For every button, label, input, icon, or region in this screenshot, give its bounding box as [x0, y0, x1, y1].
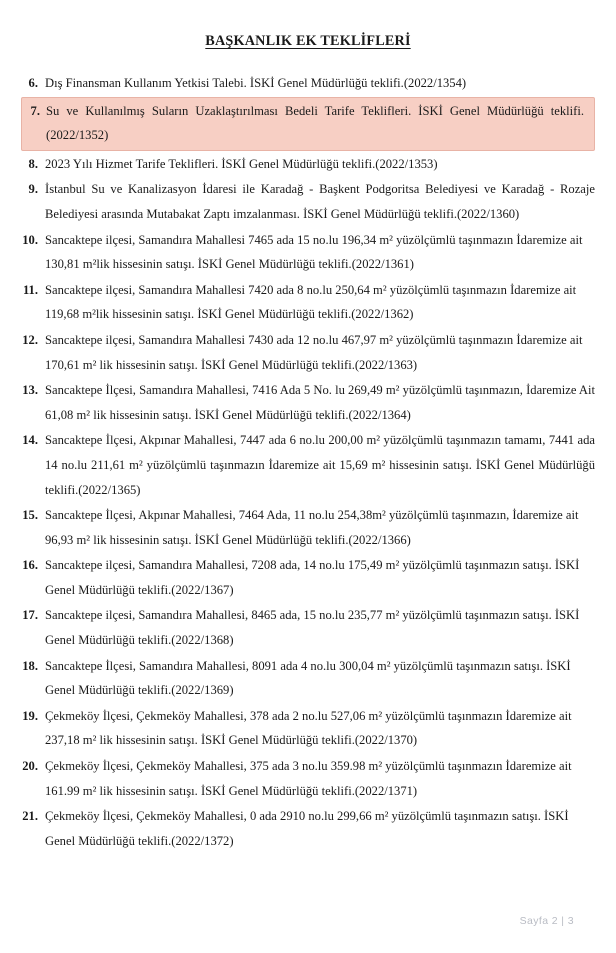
agenda-item-highlighted: [21, 97, 595, 151]
agenda-item-text: Çekmeköy İlçesi, Çekmeköy Mahallesi, 375 ada 3 no.lu 359.98 m² yüzölçümlü taşınmazın İdaremize ait 161.99 m² lik hissesinin satışı. İSKİ Genel Müdürlüğü teklifi.(2022/1371): [45, 759, 572, 798]
agenda-item-text: Çekmeköy İlçesi, Çekmeköy Mahallesi, 0 ada 2910 no.lu 299,66 m² yüzölçümlü taşınmazın satışı. İSKİ Genel Müdürlüğü teklifi.(2022/1372): [45, 809, 569, 848]
agenda-item: [0, 704, 616, 753]
agenda-item-text: Sancaktepe ilçesi, Samandıra Mahallesi 7465 ada 15 no.lu 196,34 m² yüzölçümlü taşınmazın İdaremize ait 130,81 m²lik hissesinin satışı. İSKİ Genel Müdürlüğü teklifi.(2022/1361): [45, 232, 583, 272]
agenda-item-number: 16.: [22, 558, 38, 573]
page-title: [0, 0, 616, 50]
agenda-item-number: 9.: [28, 182, 38, 197]
agenda-item-text: Sancaktepe ilçesi, Samandıra Mahallesi 7420 ada 8 no.lu 250,64 m² yüzölçümlü taşınmazın İdaremize ait 119,68 m²lik hissesinin satışı. İSKİ Genel Müdürlüğü teklifi.(2022/1362): [45, 282, 577, 322]
agenda-item-number: 21.: [22, 809, 38, 824]
agenda-item: [0, 553, 616, 602]
agenda-item: [0, 278, 616, 327]
agenda-item: [0, 152, 616, 177]
agenda-item-number: 8.: [28, 156, 38, 171]
agenda-item: [0, 428, 616, 502]
agenda-item: [0, 228, 616, 277]
agenda-item-text: Dış Finansman Kullanım Yetkisi Talebi. İSKİ Genel Müdürlüğü teklifi.(2022/1354): [45, 76, 467, 90]
agenda-item: [0, 177, 616, 226]
page-footer: Sayfa 2 | 3: [519, 915, 574, 927]
agenda-item: [0, 654, 616, 703]
agenda-item-number: 10.: [22, 232, 38, 247]
agenda-item-number: 17.: [22, 608, 38, 623]
agenda-item-number: 14.: [22, 433, 38, 448]
agenda-item-text: Çekmeköy İlçesi, Çekmeköy Mahallesi, 378 ada 2 no.lu 527,06 m² yüzölçümlü taşınmazın İdaremize ait 237,18 m² lik hissesinin satışı. İSKİ Genel Müdürlüğü teklifi.(2022/1370): [45, 708, 572, 748]
agenda-item-list: [0, 71, 616, 853]
agenda-item: [0, 603, 616, 652]
agenda-item-text: Sancaktepe ilçesi, Samandıra Mahallesi, 8465 ada, 15 no.lu 235,77 m² yüzölçümlü taşınmazın satışı. İSKİ Genel Müdürlüğü teklifi.(2022/1368): [45, 608, 580, 648]
agenda-item: [0, 804, 616, 853]
agenda-item: [0, 754, 616, 803]
agenda-item-text: Sancaktepe ilçesi, Samandıra Mahallesi, 7208 ada, 14 no.lu 175,49 m² yüzölçümlü taşınmazın satışı. İSKİ Genel Müdürlüğü teklifi.(2022/1367): [45, 558, 580, 597]
agenda-item-number: 13.: [22, 383, 38, 398]
agenda-item: [0, 71, 616, 96]
agenda-item-number: 12.: [22, 332, 38, 347]
agenda-item: [0, 503, 616, 552]
agenda-item-text: Sancaktepe ilçesi, Samandıra Mahallesi 7430 ada 12 no.lu 467,97 m² yüzölçümlü taşınmazın İdaremize ait 170,61 m² lik hissesinin satışı. İSKİ Genel Müdürlüğü teklifi.(2022/1363): [45, 332, 583, 372]
agenda-item-text: Sancaktepe İlçesi, Samandıra Mahallesi, 7416 Ada 5 No. lu 269,49 m² yüzölçümlü taşınmazın, İdaremize Ait 61,08 m² lik hissesinin satışı. İSKİ Genel Müdürlüğü teklifi.(2022/1364): [45, 383, 595, 422]
page-title-text: BAŞKANLIK EK TEKLİFLERİ: [205, 33, 411, 49]
agenda-item-text: Sancaktepe İlçesi, Akpınar Mahallesi, 7447 ada 6 no.lu 200,00 m² yüzölçümlü taşınmazın tamamı, 7441 ada 14 no.lu 211,61 m² yüzölçümlü taşınmazın İdaremize ait 15,69 m² hissesinin satışı. İSKİ Genel Müdürlüğü teklifi.(2022/1365): [45, 433, 595, 497]
agenda-item-text: Sancaktepe İlçesi, Akpınar Mahallesi, 7464 Ada, 11 no.lu 254,38m² yüzölçümlü taşınmazın, İdaremize ait 96,93 m² lik hissesinin satışı. İSKİ Genel Müdürlüğü teklifi.(2022/1366): [45, 508, 579, 547]
agenda-item: [0, 378, 616, 427]
agenda-item-number: 11.: [22, 282, 38, 297]
agenda-item-number: 19.: [22, 708, 38, 723]
agenda-item-number: 18.: [22, 658, 38, 673]
agenda-item-text: İstanbul Su ve Kanalizasyon İdaresi ile Karadağ - Başkent Podgoritsa Belediyesi ve Karadağ - Rozaje Belediyesi arasında Mutabakat Zaptı imzalanması. İSKİ Genel Müdürlüğü teklifi.(2022/1360): [45, 182, 595, 221]
agenda-item-text: 2023 Yılı Hizmet Tarife Teklifleri. İSKİ Genel Müdürlüğü teklifi.(2022/1353): [45, 156, 438, 171]
agenda-item-text: Su ve Kullanılmış Suların Uzaklaştırılması Bedeli Tarife Teklifleri. İSKİ Genel Müdürlüğü teklifi.(2022/1352): [46, 103, 584, 143]
agenda-item-number: 6.: [28, 76, 38, 90]
agenda-item-number: 20.: [22, 759, 38, 774]
agenda-item-text: Sancaktepe İlçesi, Samandıra Mahallesi, 8091 ada 4 no.lu 300,04 m² yüzölçümlü taşınmazın satışı. İSKİ Genel Müdürlüğü teklifi.(2022/1369): [45, 658, 571, 698]
agenda-item-number: 7.: [30, 103, 40, 118]
agenda-item-number: 15.: [22, 508, 38, 523]
agenda-item: [0, 328, 616, 377]
